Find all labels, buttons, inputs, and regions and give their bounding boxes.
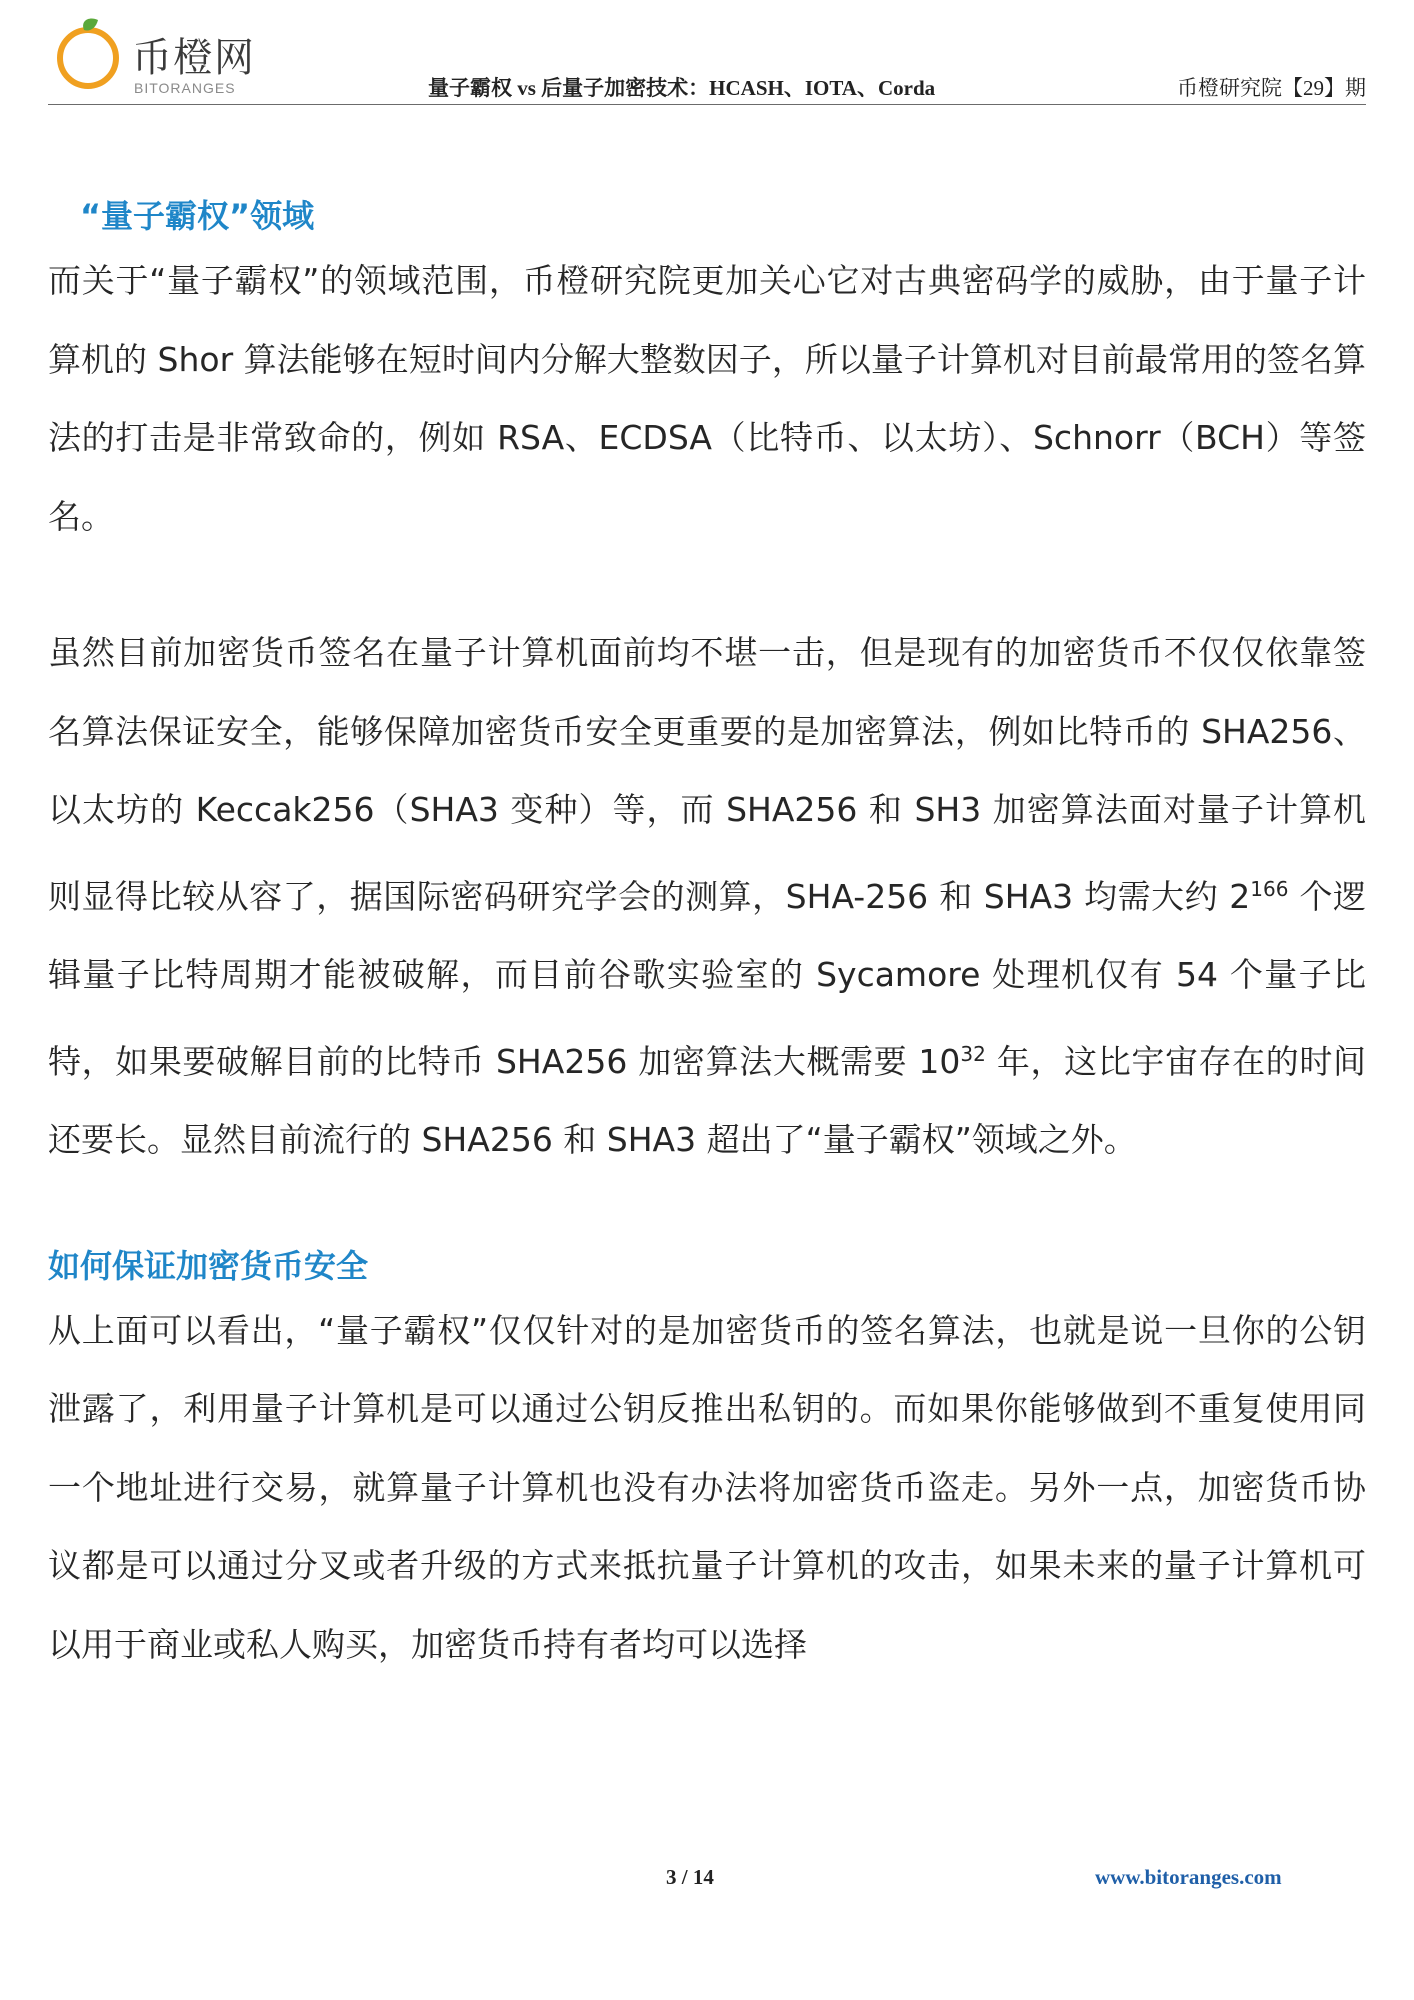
logo-text-cn: 币橙网 xyxy=(132,35,255,81)
page-footer xyxy=(0,1865,1414,1905)
document-title: 量子霸权 vs 后量子加密技术：HCASH、IOTA、Corda xyxy=(428,76,936,100)
paragraph-1: 而关于“量子霸权”的领域范围，币橙研究院更加关心它对古典密码学的威胁，由于量子计算机的 Shor 算法能够在短时间内分解大整数因子，所以量子计算机对目前最常用的签名算法的打击是非常致命的，例如 RSA、ECDSA（比特币、以太坊）、Schnorr（BCH）等签名。 xyxy=(48,261,1366,536)
paragraph-3: 从上面可以看出，“量子霸权”仅仅针对的是加密货币的签名算法，也就是说一旦你的公钥泄露了，利用量子计算机是可以通过公钥反推出私钥的。而如果你能够做到不重复使用同一个地址进行交易，就算量子计算机也没有办法将加密货币盗走。另外一点，加密货币协议都是可以通过分叉或者升级的方式来抵抗量子计算机的攻击，如果未来的量子计算机可以用于商业或私人购买，加密货币持有者均可以选择 xyxy=(48,1310,1366,1664)
paragraph-2-part-b: 个逻辑量子比特周期才能被破解，而目前谷歌实验室的 Sycamore 处理机仅有 54 个量子比特，如果要破解目前的比特币 SHA256 加密算法大概需要 10 xyxy=(48,876,1366,1081)
bitoranges-logo xyxy=(50,12,290,102)
logo-text-en: BITORANGES xyxy=(134,80,236,96)
page-header xyxy=(48,0,1366,105)
orange-logo-icon xyxy=(50,12,130,92)
superscript-166: 166 xyxy=(1250,876,1289,901)
paragraph-2 xyxy=(48,614,1366,1180)
page-number: 3 / 14 xyxy=(666,1865,714,1889)
paragraph-2-part-c: 年，这比宇宙存在的时间还要长。显然目前流行的 SHA256 和 SHA3 超出了“量子霸权”领域之外。 xyxy=(48,1041,1366,1159)
paragraph-2-part-a: 虽然目前加密货币签名在量子计算机面前均不堪一击，但是现有的加密货币不仅仅依靠签名算法保证安全，能够保障加密货币安全更重要的是加密算法，例如比特币的 SHA256、以太坊的 Keccak256（SHA3 变种）等，而 SHA256 和 SH3 加密算法面对量子计算机则显得比较从容了，据国际密码研究学会的测算，SHA-256 和 SHA3 均需大约 2 xyxy=(48,633,1366,916)
page-content xyxy=(48,190,1366,1684)
section-heading-crypto-security: 如何保证加密货币安全 xyxy=(48,1246,369,1285)
issue-label: 币橙研究院【29】期 xyxy=(1177,76,1366,100)
superscript-32: 32 xyxy=(960,1041,986,1066)
website-link[interactable]: www.bitoranges.com xyxy=(1095,1865,1282,1889)
section-heading-quantum-supremacy: “量子霸权”领域 xyxy=(80,197,315,235)
